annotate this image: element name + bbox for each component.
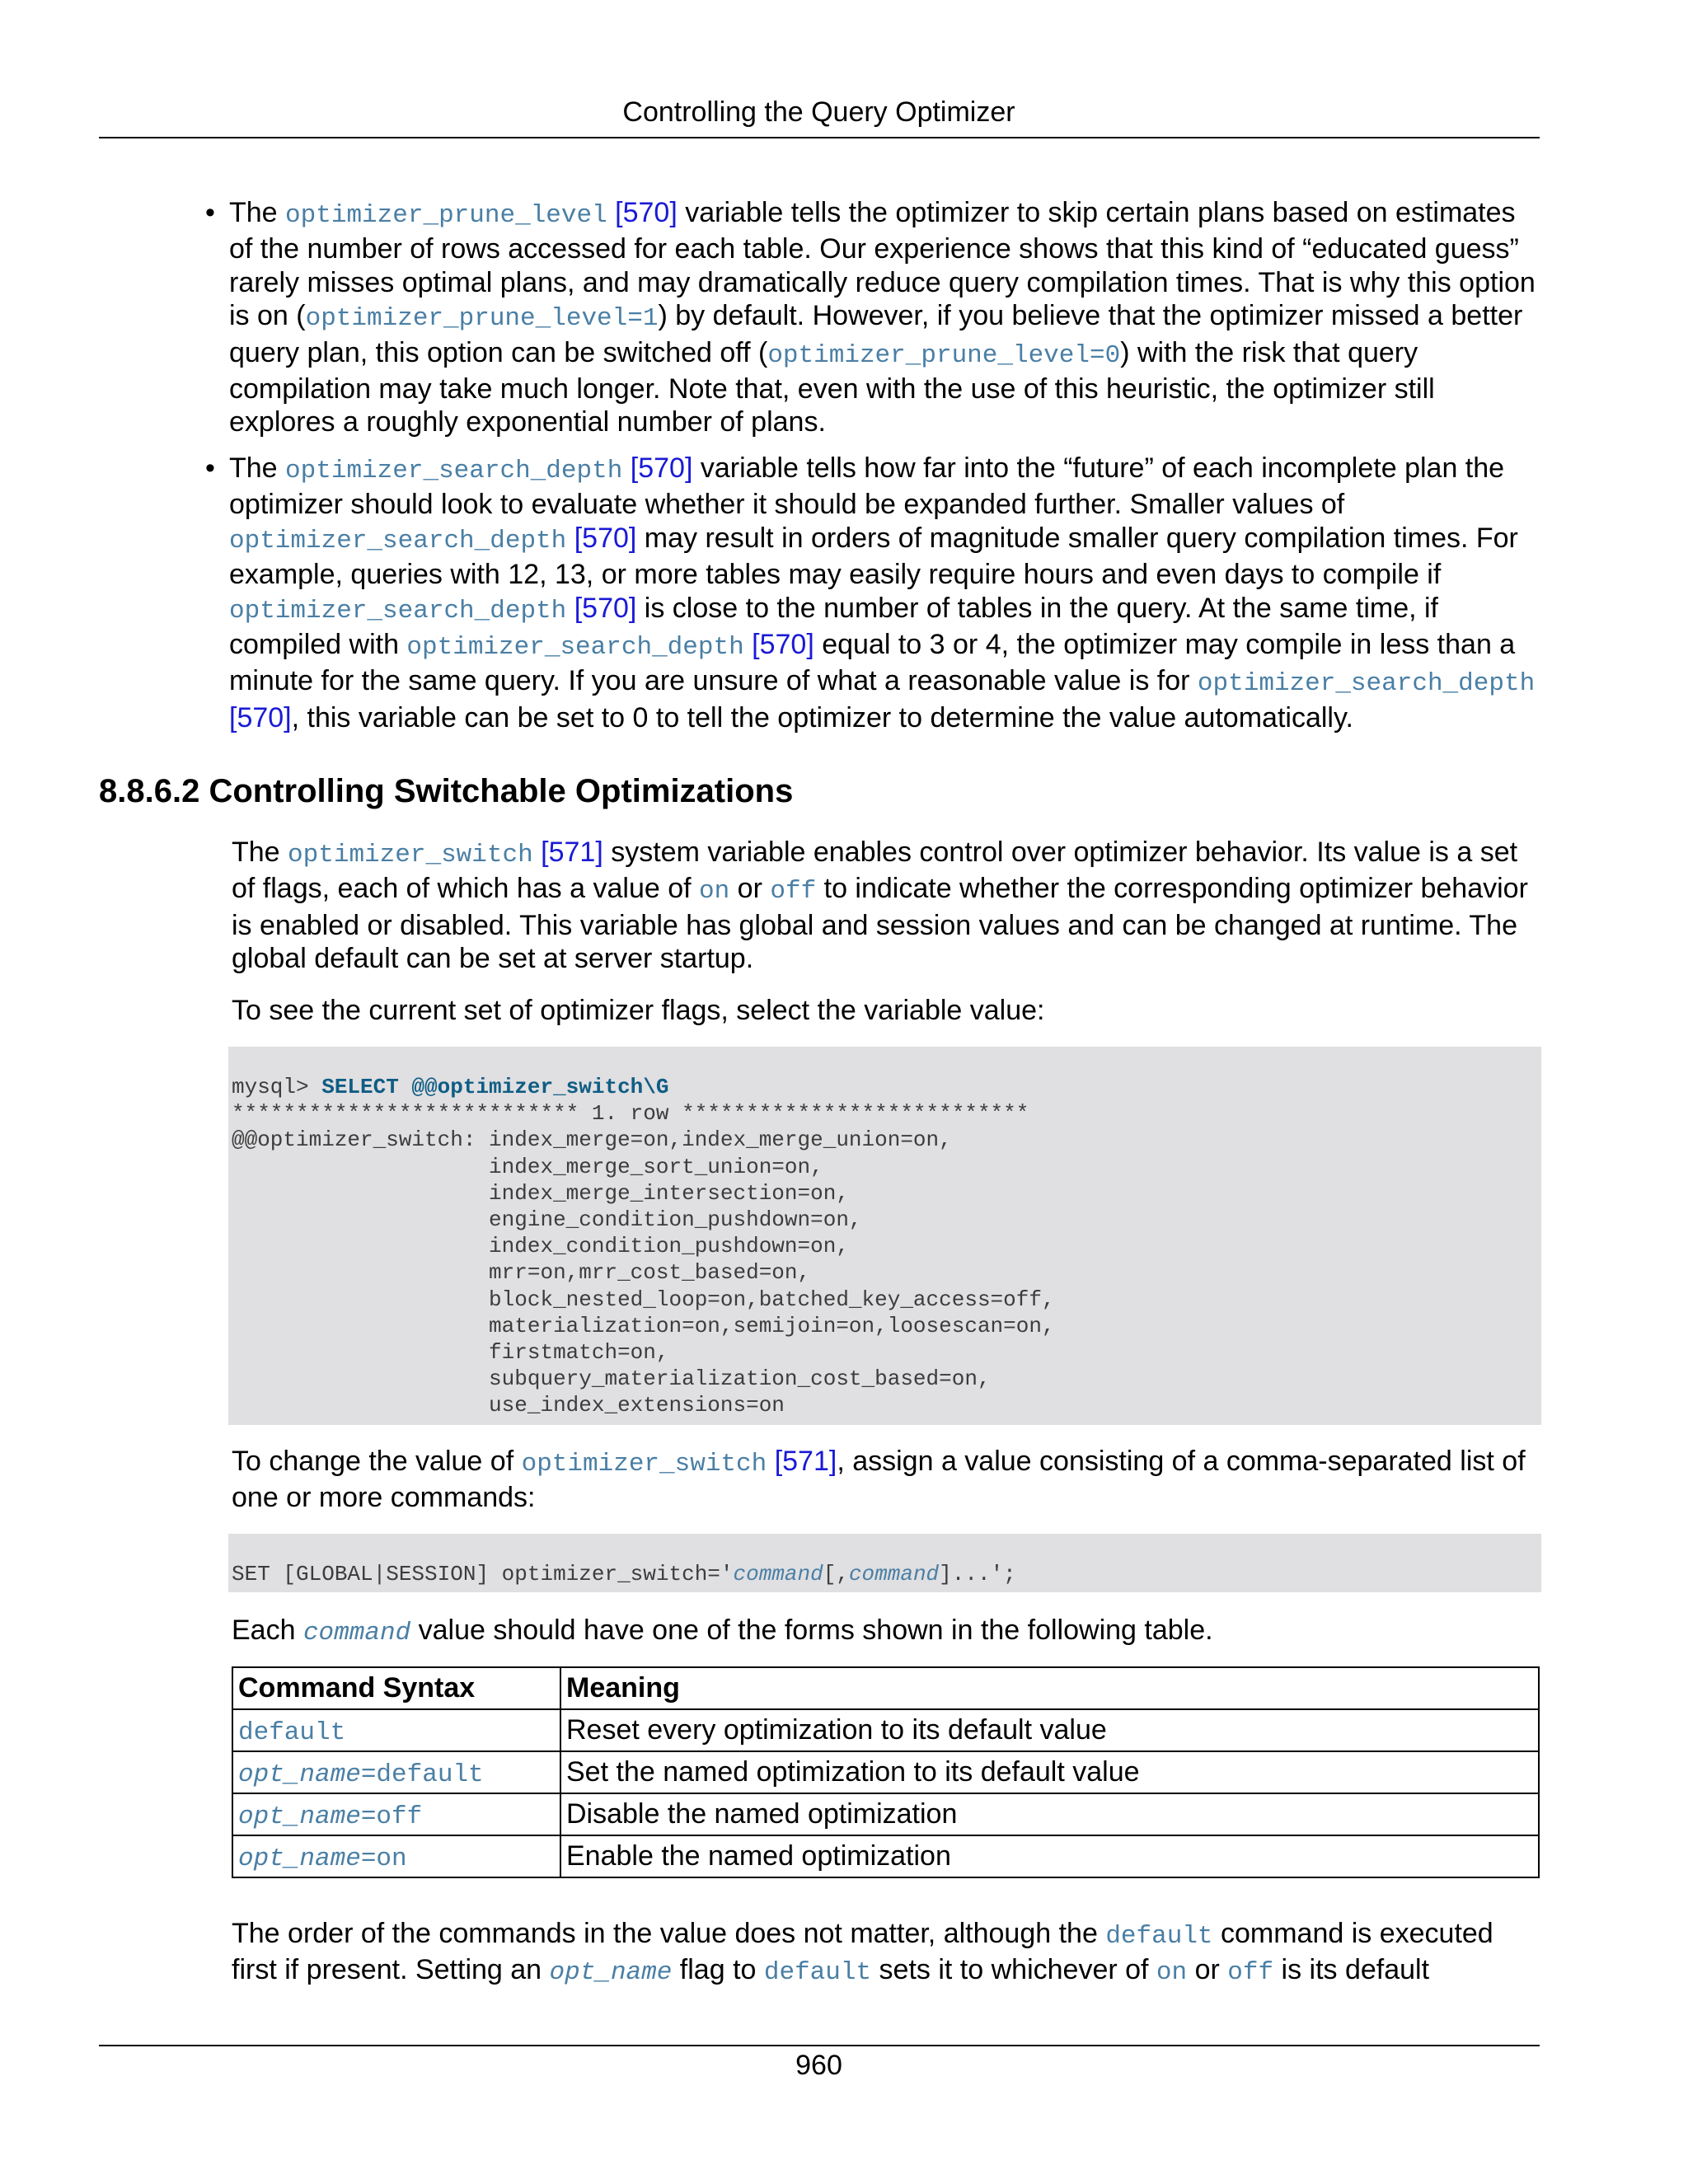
code-line: mrr=on,mrr_cost_based=on, xyxy=(232,1260,811,1286)
variable-name[interactable]: optimizer_search_depth xyxy=(406,633,744,663)
reference-link[interactable]: [570] xyxy=(574,592,637,624)
paragraph-text: sets it to whichever of xyxy=(871,1954,1156,1986)
paragraph-text: The order of the commands in the value does not matter, although the xyxy=(232,1918,1106,1949)
code-line: index_merge_intersection=on, xyxy=(232,1180,849,1206)
bullet-text: variable tells how far into the “future” of each incomplete plan the optimizer should look to evaluate whether it should be expanded further. Smaller values of xyxy=(229,452,1505,521)
meaning-cell: Set the named optimization to its default value xyxy=(560,1751,1539,1793)
bullet-text: is close to the number of tables in the query. At the same time, if compiled with xyxy=(229,592,1438,661)
paragraph-text: , assign a value consisting of a comma-separated list of one or more commands: xyxy=(232,1446,1526,1514)
paragraph-text: system variable enables control over optimizer behavior. Its value is a set of flags, each of which has a value of xyxy=(232,837,1518,905)
variable-name[interactable]: optimizer_search_depth xyxy=(1197,669,1536,699)
reference-link[interactable]: [570] xyxy=(615,197,678,228)
code-prompt: mysql> xyxy=(232,1075,322,1099)
paragraph-see-flags: To see the current set of optimizer flags, select the variable value: xyxy=(232,995,1045,1026)
reference-link[interactable]: [570] xyxy=(574,522,637,554)
paragraph-text: or xyxy=(1187,1954,1228,1986)
code-text: SET [GLOBAL|SESSION] optimizer_switch=' xyxy=(232,1562,734,1586)
reference-link[interactable]: [570] xyxy=(752,629,814,661)
paragraph-text: is its default xyxy=(1273,1954,1430,1986)
paragraph-text: value should have one of the forms shown in the following table. xyxy=(410,1615,1213,1646)
inline-code: optimizer_prune_level=1 xyxy=(305,304,659,334)
syntax-value: =on xyxy=(360,1844,407,1873)
paragraph-text: The xyxy=(232,837,288,868)
code-placeholder: command xyxy=(733,1562,823,1586)
code-line: index_condition_pushdown=on, xyxy=(232,1234,849,1259)
inline-placeholder: command xyxy=(302,1619,411,1647)
bullet-text: equal to 3 or 4, the optimizer may compile in less than a minute for the same query. If you are unsure of what a reasonable value is for xyxy=(229,629,1516,697)
paragraph-text: To change the value of xyxy=(232,1446,522,1477)
paragraph-each-command xyxy=(232,1614,1540,1650)
paragraph-text: flag to xyxy=(672,1954,764,1986)
syntax-cell xyxy=(232,1709,560,1751)
bullet-text: ) by default. However, if you believe that the optimizer missed a better query plan, this option can be switched off ( xyxy=(229,300,1523,368)
syntax-placeholder: opt_name xyxy=(238,1844,361,1873)
paragraph-text: to indicate whether the corresponding optimizer behavior is enabled or disabled. This variable has global and session values and can be changed at runtime. The global default can be set at server startup. xyxy=(232,873,1528,975)
code-placeholder: command xyxy=(848,1562,940,1586)
syntax-cell xyxy=(232,1835,560,1877)
code-text: [, xyxy=(823,1562,849,1586)
command-syntax-table xyxy=(232,1666,1540,1878)
syntax-cell xyxy=(232,1793,560,1835)
bullet-text: ) with the risk that query compilation may take much longer. Note that, even with the use of this heuristic, the optimizer still explores a roughly exponential number of plans. xyxy=(229,336,1435,438)
code-line: materialization=on,semijoin=on,loosescan=on, xyxy=(232,1313,1055,1338)
bullet-dot: • xyxy=(205,197,215,228)
meaning-cell: Enable the named optimization xyxy=(560,1835,1539,1877)
meaning-cell: Reset every optimization to its default value xyxy=(560,1709,1539,1751)
paragraph-text: command is executed first if present. Setting an xyxy=(232,1918,1493,1986)
inline-placeholder: opt_name xyxy=(549,1958,673,1988)
bullet-search-depth xyxy=(205,452,1536,734)
paragraph-change-value xyxy=(232,1445,1540,1515)
inline-code: off xyxy=(770,877,817,907)
code-line: @@optimizer_switch: index_merge=on,index_merge_union=on, xyxy=(232,1127,952,1153)
paragraph-optimizer-switch xyxy=(232,836,1540,976)
running-header: Controlling the Query Optimizer xyxy=(622,96,1015,128)
bullet-prune-level xyxy=(205,196,1536,439)
header-rule xyxy=(99,137,1540,138)
variable-name[interactable]: optimizer_search_depth xyxy=(229,526,567,555)
paragraph-text: or xyxy=(729,873,771,905)
page-number: 960 xyxy=(795,2050,842,2081)
inline-code: default xyxy=(1105,1922,1213,1951)
reference-link[interactable]: [571] xyxy=(774,1446,837,1477)
inline-code: on xyxy=(699,877,730,907)
code-command: SELECT @@optimizer_switch\G xyxy=(321,1075,669,1099)
syntax-placeholder: opt_name xyxy=(238,1802,361,1831)
variable-name[interactable]: optimizer_search_depth xyxy=(229,596,567,626)
code-block-set xyxy=(228,1534,1541,1592)
code-line: subquery_materialization_cost_based=on, xyxy=(232,1366,991,1392)
code-line: *************************** 1. row *************************** xyxy=(232,1101,1029,1127)
reference-link[interactable]: [570] xyxy=(229,701,292,733)
meaning-cell: Disable the named optimization xyxy=(560,1793,1539,1835)
code-line: engine_condition_pushdown=on, xyxy=(232,1207,862,1233)
bullet-text: The xyxy=(229,452,286,484)
inline-code: off xyxy=(1227,1958,1274,1988)
code-line: index_merge_sort_union=on, xyxy=(232,1154,823,1179)
paragraph-command-order xyxy=(232,1917,1540,1990)
footer-rule xyxy=(99,2045,1540,2046)
column-header-syntax: Command Syntax xyxy=(232,1667,560,1709)
syntax-value: default xyxy=(238,1718,346,1747)
bullet-text: may result in orders of magnitude smaller query compilation times. For example, queries with 12, 13, or more tables may easily require hours and even days to compile if xyxy=(229,522,1518,591)
inline-code: on xyxy=(1156,1958,1188,1988)
section-heading: 8.8.6.2 Controlling Switchable Optimizations xyxy=(99,773,794,809)
table-row xyxy=(232,1751,1539,1793)
code-line: block_nested_loop=on,batched_key_access=off, xyxy=(232,1286,1055,1312)
inline-code: default xyxy=(763,1958,872,1988)
paragraph-text: Each xyxy=(232,1615,303,1646)
code-text: ]...'; xyxy=(939,1562,1016,1586)
code-block-select xyxy=(228,1047,1541,1425)
bullet-text: , this variable can be set to 0 to tell the optimizer to determine the value automatically. xyxy=(291,701,1353,733)
table-row xyxy=(232,1793,1539,1835)
code-line: firstmatch=on, xyxy=(232,1340,669,1366)
code-line: use_index_extensions=on xyxy=(232,1393,785,1418)
table-row xyxy=(232,1709,1539,1751)
bullet-dot: • xyxy=(205,452,215,484)
column-header-meaning: Meaning xyxy=(560,1667,1539,1709)
table-row xyxy=(232,1835,1539,1877)
syntax-placeholder: opt_name xyxy=(238,1760,361,1789)
syntax-cell xyxy=(232,1751,560,1793)
variable-name[interactable]: optimizer_prune_level xyxy=(285,201,607,230)
bullet-text: variable tells the optimizer to skip certain plans based on estimates of the number of rows accessed for each table. Our experience shows that this kind of “educated guess” rarely misses optimal plans, and may dramatically reduce query compilation times. That is why this option is on ( xyxy=(229,197,1536,332)
table-header-row xyxy=(232,1667,1539,1709)
reference-link[interactable]: [570] xyxy=(630,452,693,484)
syntax-value: =default xyxy=(360,1760,484,1789)
variable-name[interactable]: optimizer_switch xyxy=(288,841,533,869)
syntax-value: =off xyxy=(360,1802,423,1831)
variable-name[interactable]: optimizer_search_depth xyxy=(285,457,623,485)
reference-link[interactable]: [571] xyxy=(541,837,603,868)
variable-name[interactable]: optimizer_switch xyxy=(521,1450,767,1479)
inline-code: optimizer_prune_level=0 xyxy=(767,340,1121,370)
bullet-text: The xyxy=(229,197,286,228)
